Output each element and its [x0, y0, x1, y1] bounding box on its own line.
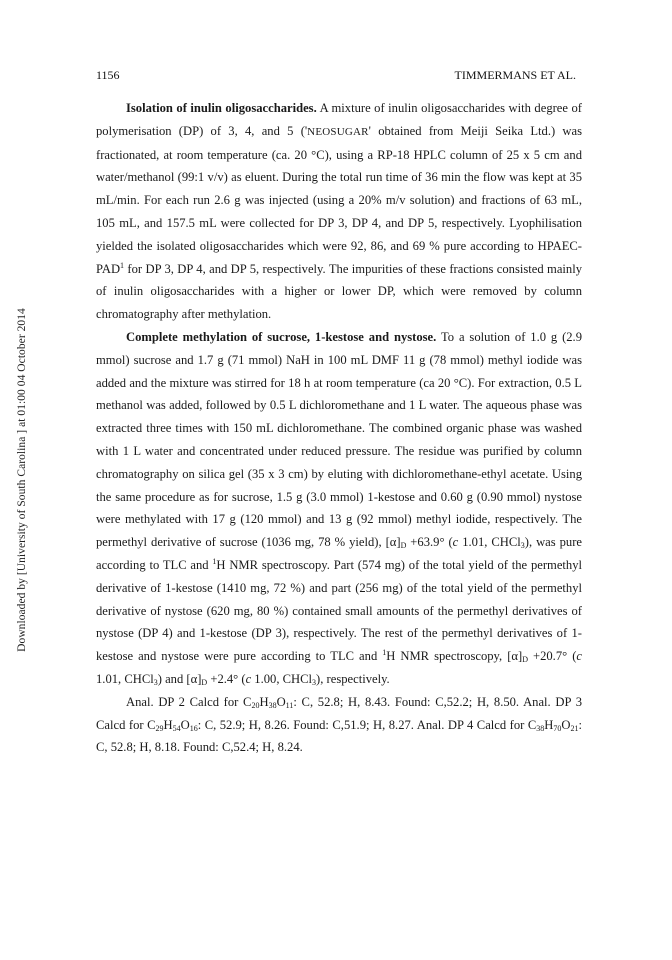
paragraph-analysis: Anal. DP 2 Calcd for $C_{20}H_{38}O_{11}$: C, 52.8; H, 8.43. Found: C,52.2; H, 8.50. Anal. DP 3 Calcd for $C_{29}H_{54}O_{16}$: C, 52.9; H, 8.26. Found: C,51.9; H, 8.27. Anal. DP 4 Calcd for $C_{38}H_{70}O_{21}$: C, 52.8; H, 8.18. Found: C,52.4; H, 8.24.: [96, 694, 583, 755]
section-heading-isolation: Isolation of inulin oligosaccharides.: [126, 101, 317, 115]
paragraph-methylation: Complete methylation of sucrose, 1-kestose and nystose. To a solution of 1.0 g (2.9 mmol) sucrose and 1.7 g (71 mmol) NaH in 100 mL DMF 11 g (78 mmol) methyl iodide was added and the mixture was stirred for 18 h at room temperature (ca 20 °C). For extraction, 0.5 L methanol was added, followed by 0.5 L dichloromethane and 1 L water. The aqueous phase was extracted three times with 150 mL dichloromethane. The combined organic phase was washed with 1 L water and concentrated under reduced pressure. The residue was purified by column chromatography on silica gel (35 x 3 cm) by eluting with dichloromethane-ethyl acetate. Using the same procedure as for sucrose, 1.5 g (3.0 mmol) 1-kestose and 0.60 g (0.90 mmol) nystose were methylated with 17 g (120 mmol) and 13 g (92 mmol) methyl iodide, respectively. The permethyl derivative of sucrose (1036 mg, 78 % yield), $[\alpha]_D +63.9^\circ$ (c 1.01, CHCl$_3$), was pure according to TLC and $^1$H NMR spectroscopy. Part (574 mg) of the total yield of the permethyl derivative of 1-kestose (1410 mg, 72 %) and part (256 mg) of the total yield of the permethyl derivative of nystose (620 mg, 80 %) contained small amounts of the permethyl derivatives of nystose (DP 4) and 1-kestose (DP 3), respectively. The rest of the permethyl derivatives of 1-kestose and nystose were pure according to TLC and $^1$H NMR spectroscopy, $[\alpha]_D +20.7^\circ$ (c 1.01, CHCl$_3$) and $[\alpha]_D +2.4^\circ$ (c 1.00, CHCl$_3$), respectively.: [96, 329, 583, 687]
brand-name: NEOSUGAR: [307, 125, 369, 138]
footnote-ref: 1: [120, 260, 125, 270]
download-notice-text: Downloaded by [University of South Carolina ] at 01:00 04 October 2014: [16, 308, 28, 652]
paragraph-isolation: Isolation of inulin oligosaccharides. A mixture of inulin oligosaccharides with degree of polymerisation (DP) of 3, 4, and 5 ('NEOSUGAR' obtained from Meiji Seika Ltd.) was fractionated, at room temperature (ca. 20 °C), using a RP-18 HPLC column of 25 x 5 cm and water/methanol (99:1 v/v) as eluent. During the total run time of 36 min the flow was kept at 35 mL/min. For each run 2.6 g was injected (using a 20% m/v solution) and fractions of 63 mL, 105 mL, and 157.5 mL were collected for DP 3, DP 4, and DP 5, respectively. Lyophilisation yielded the isolated oligosaccharides which were 92, 86, and 69 % pure according to HPAEC-PAD$^1$ for DP 3, DP 4, and DP 5, respectively. The impurities of these fractions consisted mainly of inulin oligosaccharides with a higher or lower DP, which were removed by column chromatography after methylation.: [96, 101, 583, 322]
article-body: [96, 97, 582, 759]
running-title: TIMMERMANS ET AL.: [454, 68, 576, 82]
running-header: [96, 68, 576, 83]
page-number: 1156: [96, 68, 120, 82]
section-heading-methylation: Complete methylation of sucrose, 1-kestose and nystose.: [126, 329, 437, 344]
